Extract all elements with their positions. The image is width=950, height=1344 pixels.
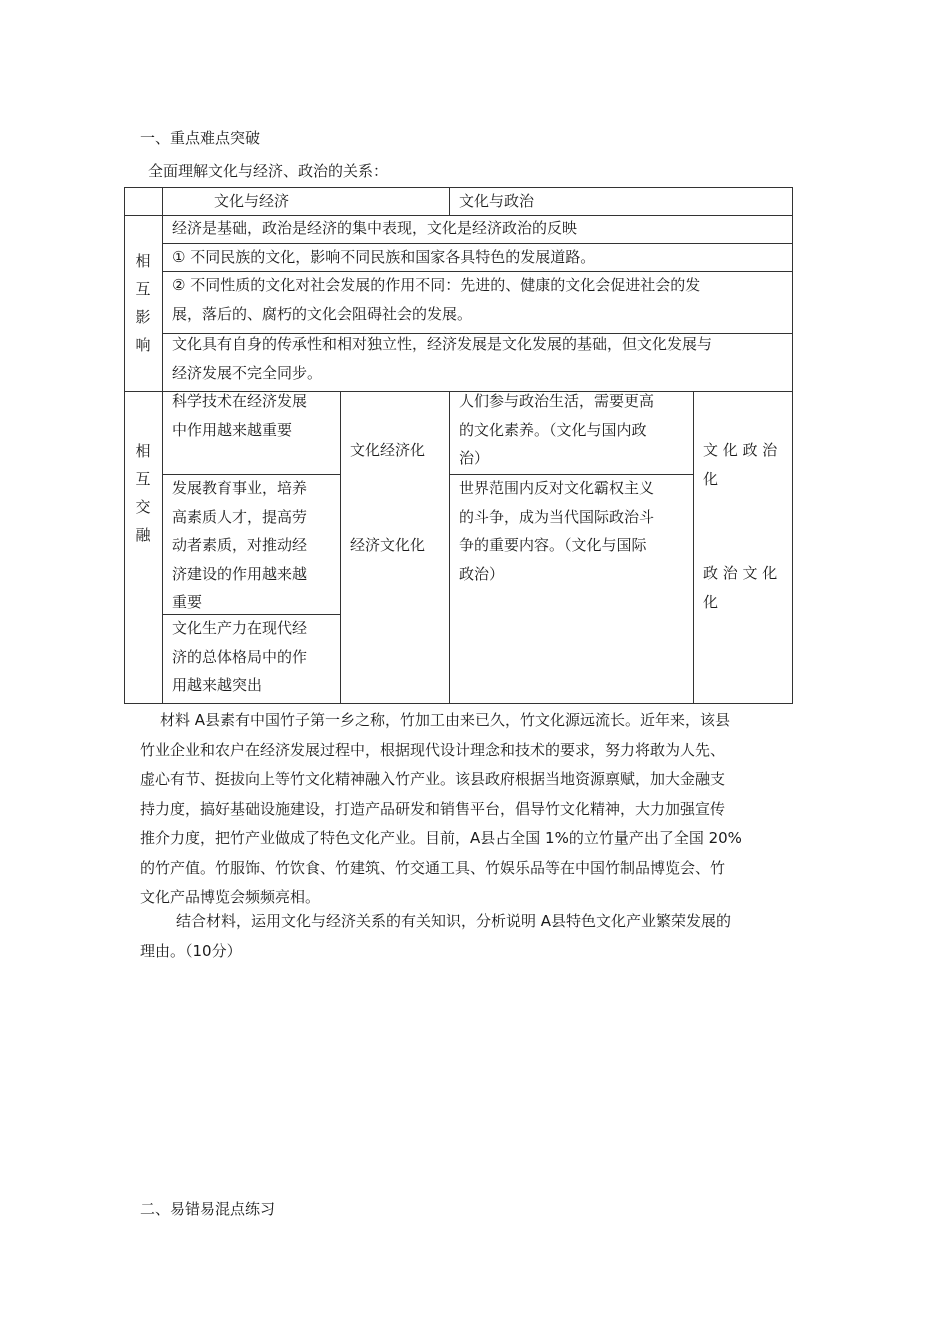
label-politics-culturalization: 政 治 文 化 化	[703, 564, 778, 611]
header-culture-politics: 文化与政治	[459, 192, 535, 210]
section2-heading: 二、易错易混点练习	[140, 1200, 276, 1218]
influence-row-1: 经济是基础，政治是经济的集中表现，文化是经济政治的反映	[172, 219, 578, 237]
material-paragraph: 材料 A县素有中国竹子第一乡之称，竹加工由来已久，竹文化源远流长。近年来，该县 竹业企业和农户在经济发展过程中，根据现代设计理念和技术的要求，努力将敢为人先、 虚心有节、挺拔向上等竹文化精神融入竹产业。该县政府根据当地资源禀赋，加大金融支 持力度，搞好基础设施建设，打造产品研发和销售平台，倡导竹文化精神，大力加强宣传 推介力度，把竹产业做成了特色文化产业。目前，A县占全国 1%的立竹量产出了全国 20% 的竹产值。竹服饰、竹饮食、竹建筑、竹交通工具、竹娱乐品等在中国竹制品博览会、竹 文化产品博览会频频亮相。	[140, 711, 742, 906]
group-label-mutual-influence: 相 互 影 响	[135, 252, 151, 354]
pol-item-2: 世界范围内反对文化霸权主义 的斗争，成为当代国际政治斗 争的重要内容。（文化与国际 政治）	[459, 479, 655, 583]
label-culture-economization: 文化经济化	[350, 441, 426, 459]
influence-row-3: ② 不同性质的文化对社会发展的作用不同：先进的、健康的文化会促进社会的发 展，落后的、腐朽的文化会阻碍社会的发展。	[172, 276, 701, 323]
pol-item-1: 人们参与政治生活，需要更高 的文化素养。（文化与国内政 治）	[459, 392, 655, 467]
header-culture-economy: 文化与经济	[214, 192, 290, 210]
label-economy-culturalization: 经济文化化	[350, 536, 426, 554]
section1-heading: 一、重点难点突破	[140, 129, 261, 147]
group-label-mutual-integration: 相 互 交 融	[135, 442, 151, 544]
label-culture-politicization: 文 化 政 治 化	[703, 441, 778, 488]
influence-row-2: ① 不同民族的文化，影响不同民族和国家各具特色的发展道路。	[172, 248, 596, 266]
econ-item-3: 文化生产力在现代经 济的总体格局中的作 用越来越突出	[172, 619, 308, 694]
section1-intro: 全面理解文化与经济、政治的关系：	[148, 162, 389, 180]
econ-item-2: 发展教育事业，培养 高素质人才，提高劳 动者素质，对推动经 济建设的作用越来越 重要	[172, 479, 308, 611]
influence-row-4: 文化具有自身的传承性和相对独立性，经济发展是文化发展的基础，但文化发展与 经济发展不完全同步。	[172, 335, 713, 382]
question-paragraph: 结合材料，运用文化与经济关系的有关知识，分析说明 A县特色文化产业繁荣发展的 理由。（10分）	[140, 912, 732, 960]
econ-item-1: 科学技术在经济发展 中作用越来越重要	[172, 392, 308, 439]
